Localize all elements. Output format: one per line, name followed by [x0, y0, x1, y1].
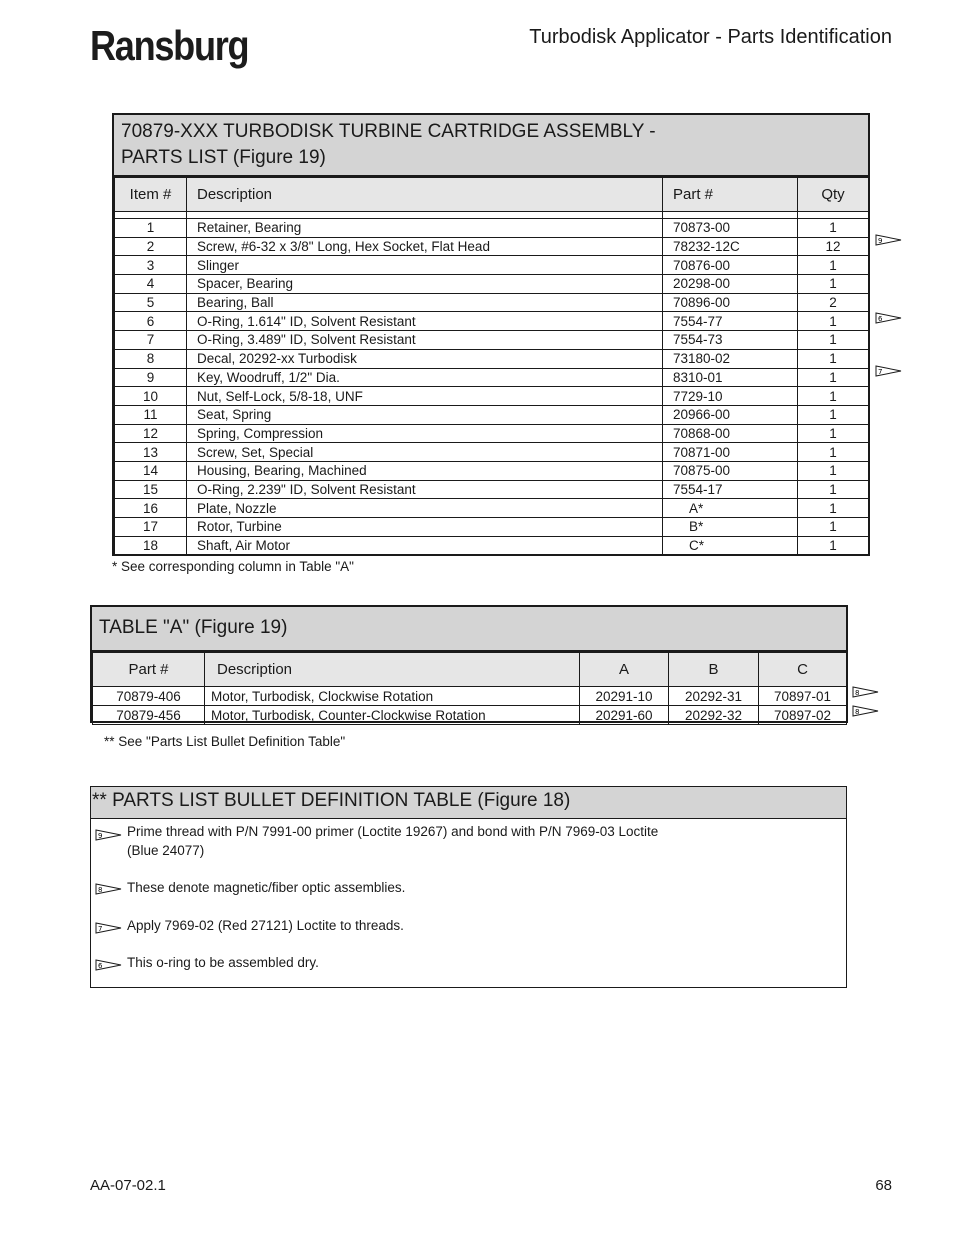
table-a-header-row: [93, 653, 847, 687]
cell-description: Screw, Set, Special: [187, 443, 663, 462]
bullet-flag-7-icon: [875, 365, 903, 377]
cell-qty: 1: [798, 499, 869, 518]
table-row: [115, 536, 869, 555]
bullet-flag-6-icon: [95, 959, 123, 971]
bullet-definition-item: [127, 953, 727, 972]
cell-description: Nut, Self-Lock, 5/8-18, UNF: [187, 387, 663, 406]
column-header-a: A: [580, 653, 669, 687]
column-header-c: C: [759, 653, 847, 687]
cell-b: 20292-31: [669, 687, 759, 706]
cell-description: Screw, #6-32 x 3/8" Long, Hex Socket, Flat Head: [187, 237, 663, 256]
bullet-flag-number: 7: [98, 925, 103, 933]
table-row: [115, 368, 869, 387]
cell-qty: 1: [798, 256, 869, 275]
cell-description: Rotor, Turbine: [187, 518, 663, 537]
bullet-flag-9-number: 9: [878, 237, 883, 245]
cell-part: 73180-02: [663, 349, 798, 368]
column-header-part: Part #: [93, 653, 205, 687]
cell-part: 70879-456: [93, 706, 205, 725]
table-row: [115, 256, 869, 275]
table-row: [115, 275, 869, 294]
bullet-flag-9-icon: [95, 829, 123, 841]
table-a-footnote: ** See "Parts List Bullet Definition Table": [104, 734, 346, 749]
parts-list-title-line2: PARTS LIST (Figure 19): [121, 147, 326, 168]
cell-part: B*: [663, 518, 798, 537]
cell-item: 16: [115, 499, 187, 518]
cell-item: 4: [115, 275, 187, 294]
cell-qty: 1: [798, 387, 869, 406]
cell-part: C*: [663, 536, 798, 555]
column-header-description: Description: [205, 653, 580, 687]
bullet-flag-7-icon: [95, 922, 123, 934]
cell-item: 10: [115, 387, 187, 406]
cell-part: 7554-73: [663, 331, 798, 350]
cell-description: Decal, 20292-xx Turbodisk: [187, 349, 663, 368]
table-row: [115, 518, 869, 537]
column-header-part: Part #: [663, 178, 798, 212]
cell-description: Seat, Spring: [187, 405, 663, 424]
bullet-definition-text: These denote magnetic/fiber optic assemblies.: [127, 880, 406, 895]
cell-part: 20966-00: [663, 405, 798, 424]
bullet-flag-8-icon: [852, 686, 880, 698]
table-row: [115, 312, 869, 331]
cell-description: O-Ring, 1.614" ID, Solvent Resistant: [187, 312, 663, 331]
cell-part: 7729-10: [663, 387, 798, 406]
column-header-b: B: [669, 653, 759, 687]
cell-qty: 1: [798, 536, 869, 555]
cell-item: 1: [115, 219, 187, 238]
table-row: [115, 443, 869, 462]
cell-item: 8: [115, 349, 187, 368]
bullet-definition-text: (Blue 24077): [127, 843, 205, 858]
bullet-flag-9-icon: [875, 234, 903, 246]
bullet-definition-text: Prime thread with P/N 7991-00 primer (Loctite 19267) and bond with P/N 7969-03 Loctite: [127, 824, 659, 839]
table-row: [115, 424, 869, 443]
parts-list-grid: [114, 177, 869, 555]
cell-qty: 1: [798, 368, 869, 387]
parts-list-body: [115, 212, 869, 555]
cell-a: 20291-60: [580, 706, 669, 725]
page-number: 68: [875, 1177, 892, 1194]
table-row: [115, 237, 869, 256]
cell-part: A*: [663, 499, 798, 518]
cell-item: 5: [115, 293, 187, 312]
bullet-definition-item: [127, 916, 727, 935]
cell-description: Key, Woodruff, 1/2" Dia.: [187, 368, 663, 387]
cell-qty: 1: [798, 480, 869, 499]
cell-item: 15: [115, 480, 187, 499]
cell-b: 20292-32: [669, 706, 759, 725]
bullet-definition-item: [127, 878, 727, 897]
document-number: AA-07-02.1: [90, 1177, 166, 1194]
cell-item: 6: [115, 312, 187, 331]
bullet-flag-number: 8: [98, 886, 103, 894]
parts-list-title-line1: 70879-XXX TURBODISK TURBINE CARTRIDGE ASSEMBLY -: [121, 121, 656, 142]
cell-qty: 1: [798, 424, 869, 443]
cell-part: 70876-00: [663, 256, 798, 275]
bullet-flag-6-number: 6: [878, 315, 883, 323]
parts-list-header-row: [115, 178, 869, 212]
bullet-definition-text: This o-ring to be assembled dry.: [127, 955, 319, 970]
bullet-flag-6-icon: [875, 312, 903, 324]
bullet-flag-8-number: 8: [855, 708, 860, 716]
cell-qty: 1: [798, 331, 869, 350]
cell-item: 13: [115, 443, 187, 462]
cell-c: 70897-01: [759, 687, 847, 706]
table-row: [115, 387, 869, 406]
bullet-definition-text: Apply 7969-02 (Red 27121) Loctite to threads.: [127, 918, 404, 933]
cell-description: Bearing, Ball: [187, 293, 663, 312]
cell-qty: 1: [798, 312, 869, 331]
cell-part: 7554-77: [663, 312, 798, 331]
cell-qty: 1: [798, 443, 869, 462]
cell-part: 70875-00: [663, 461, 798, 480]
cell-item: 17: [115, 518, 187, 537]
cell-item: 14: [115, 461, 187, 480]
cell-item: 2: [115, 237, 187, 256]
cell-part: 20298-00: [663, 275, 798, 294]
cell-item: 12: [115, 424, 187, 443]
cell-item: 18: [115, 536, 187, 555]
cell-qty: 1: [798, 461, 869, 480]
parts-list-table: [112, 113, 870, 556]
column-header-qty: Qty: [798, 178, 869, 212]
bullet-flag-8-icon: [95, 883, 123, 895]
cell-description: Shaft, Air Motor: [187, 536, 663, 555]
cell-part: 70873-00: [663, 219, 798, 238]
cell-description: O-Ring, 2.239" ID, Solvent Resistant: [187, 480, 663, 499]
parts-list-footnote: * See corresponding column in Table "A": [112, 559, 354, 574]
table-row: [115, 480, 869, 499]
cell-qty: 1: [798, 219, 869, 238]
cell-part: 78232-12C: [663, 237, 798, 256]
table-a: [90, 605, 848, 723]
cell-qty: 1: [798, 405, 869, 424]
column-header-item: Item #: [115, 178, 187, 212]
table-row: [115, 219, 869, 238]
cell-part: 70896-00: [663, 293, 798, 312]
parts-list-title: [114, 115, 868, 177]
cell-description: Housing, Bearing, Machined: [187, 461, 663, 480]
cell-item: 7: [115, 331, 187, 350]
cell-qty: 12: [798, 237, 869, 256]
table-row: [93, 687, 847, 706]
cell-description: Retainer, Bearing: [187, 219, 663, 238]
table-row: [115, 349, 869, 368]
cell-part: 70868-00: [663, 424, 798, 443]
bullet-definition-table: [90, 786, 847, 988]
bullet-flag-number: 9: [98, 832, 103, 840]
cell-description: Spring, Compression: [187, 424, 663, 443]
cell-part: 70879-406: [93, 687, 205, 706]
cell-qty: 1: [798, 518, 869, 537]
table-a-grid: [92, 652, 847, 725]
ransburg-logo: Ransburg: [90, 22, 249, 69]
column-header-description: Description: [187, 178, 663, 212]
cell-part: 8310-01: [663, 368, 798, 387]
bullet-definition-title: ** PARTS LIST BULLET DEFINITION TABLE (Figure 18): [91, 787, 846, 819]
cell-qty: 1: [798, 275, 869, 294]
table-row: [115, 405, 869, 424]
cell-item: 11: [115, 405, 187, 424]
cell-qty: 1: [798, 349, 869, 368]
bullet-definition-item: [127, 822, 727, 860]
table-row: [93, 706, 847, 725]
cell-item: 9: [115, 368, 187, 387]
cell-a: 20291-10: [580, 687, 669, 706]
cell-description: Plate, Nozzle: [187, 499, 663, 518]
cell-part: 70871-00: [663, 443, 798, 462]
table-row: [115, 499, 869, 518]
cell-c: 70897-02: [759, 706, 847, 725]
cell-description: Spacer, Bearing: [187, 275, 663, 294]
table-row: [115, 461, 869, 480]
cell-part: 7554-17: [663, 480, 798, 499]
cell-description: O-Ring, 3.489" ID, Solvent Resistant: [187, 331, 663, 350]
cell-qty: 2: [798, 293, 869, 312]
table-a-title: TABLE "A" (Figure 19): [92, 607, 846, 652]
table-row: [115, 293, 869, 312]
cell-description: Slinger: [187, 256, 663, 275]
bullet-flag-8-icon: [852, 705, 880, 717]
cell-item: 3: [115, 256, 187, 275]
cell-description: Motor, Turbodisk, Counter-Clockwise Rotation: [205, 706, 580, 725]
table-row: [115, 331, 869, 350]
bullet-flag-number: 6: [98, 962, 103, 970]
cell-description: Motor, Turbodisk, Clockwise Rotation: [205, 687, 580, 706]
bullet-flag-7-number: 7: [878, 368, 883, 376]
bullet-flag-8-number: 8: [855, 689, 860, 697]
document-title: Turbodisk Applicator - Parts Identification: [529, 26, 892, 48]
